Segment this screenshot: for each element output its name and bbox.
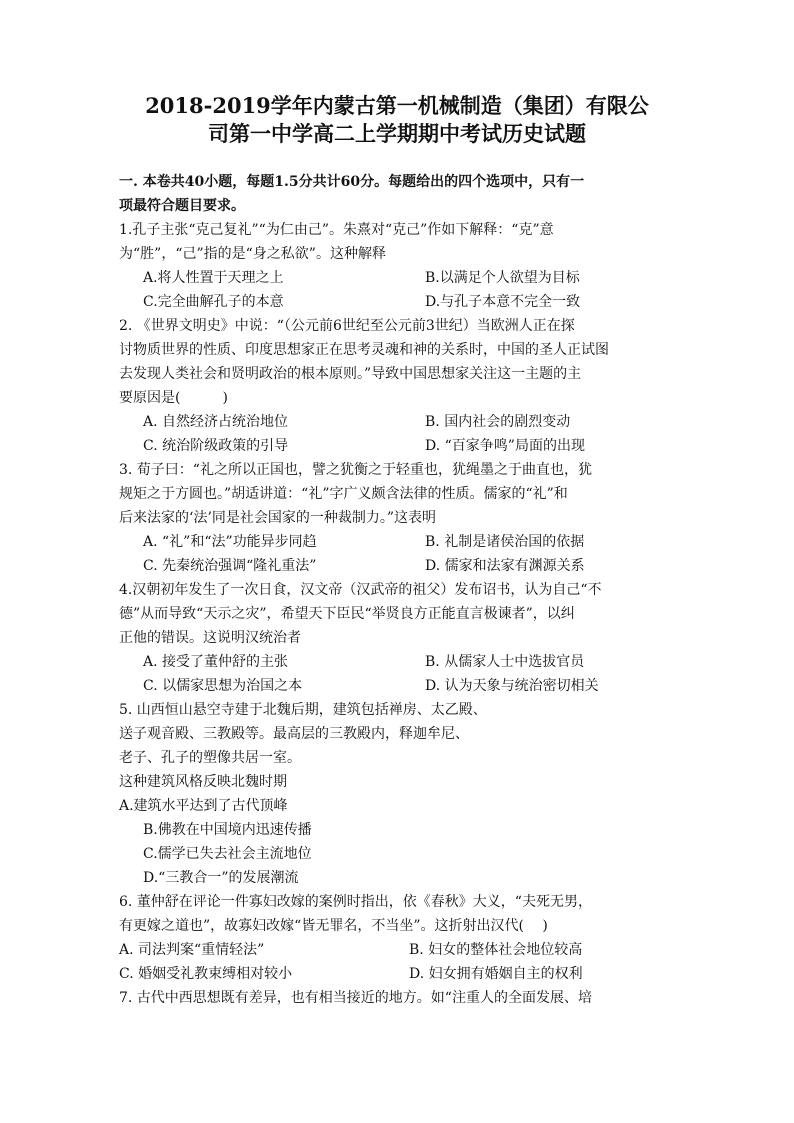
question-5-stem-line: 老子、孔子的塑像共居一室。: [119, 750, 301, 766]
question-3-stem-line: 后来法家的‘法’同是社会国家的一种裁制力。”这表明: [119, 510, 437, 526]
option-a: A.建筑水平达到了古代顶峰: [119, 798, 288, 814]
title-line-2: 司第一中学高二上学期期中考试历史试题: [208, 121, 586, 146]
option-d: D. 妇女拥有婚姻自主的权利: [409, 966, 583, 982]
option-d: D.与孔子本意不完全一致: [425, 294, 581, 310]
option-b: B.佛教在中国境内迅速传播: [143, 822, 312, 838]
question-4-options-row-2: [119, 674, 677, 698]
question-1-stem-line: 为“胜”，“己”指的是“身之私欲”。这种解释: [119, 246, 386, 262]
option-b: B. 妇女的整体社会地位较高: [409, 942, 583, 958]
question-3-options-row-1: [119, 530, 677, 554]
question-4-stem-line: 德”从而导致“天示之灾”，希望天下臣民“举贤良方正能直言极谏者”，以纠: [119, 606, 575, 622]
question-4-options-row-1: [119, 650, 677, 674]
question-2-options-row-2: [119, 434, 677, 458]
question-4-stem-line: 4.汉朝初年发生了一次日食，汉文帝（汉武帝的祖父）发布诏书，认为自己“不: [119, 582, 602, 598]
question-5-stem-line: 送子观音殿、三教殿等。最高层的三教殿内，释迦牟尼、: [119, 726, 469, 742]
question-7-stem-line: 7. 古代中西思想既有差异，也有相当接近的地方。如“注重人的全面发展、培: [119, 990, 592, 1006]
option-c: C. 先秦统治强调“隆礼重法”: [143, 558, 317, 574]
option-a: A.将人性置于天理之上: [143, 270, 284, 286]
question-2: [119, 314, 677, 458]
question-4: [119, 578, 677, 698]
question-2-options-row-1: [119, 410, 677, 434]
option-d: D. 儒家和法家有渊源关系: [425, 558, 585, 574]
option-a: A. “礼”和“法”功能异步同趋: [143, 534, 317, 550]
option-c: C. 婚姻受礼教束缚相对较小: [119, 966, 293, 982]
option-a: A. 接受了董仲舒的主张: [143, 654, 289, 670]
option-b: B.以满足个人欲望为目标: [425, 270, 580, 286]
question-5-stem-line: 5. 山西恒山悬空寺建于北魏后期，建筑包括禅房、太乙殿、: [119, 702, 487, 718]
question-1: [119, 218, 677, 314]
question-6: [119, 890, 677, 986]
question-3-stem-line: 规矩之于方圆也。”胡适讲道：“礼”字广义颇含法律的性质。儒家的“礼”和: [119, 486, 568, 502]
question-1-options-row-2: [119, 290, 677, 314]
question-7: [119, 986, 677, 1010]
option-a: A. 自然经济占统治地位: [143, 414, 289, 430]
option-a: A. 司法判案“重情轻法”: [119, 942, 265, 958]
question-6-stem-line: 有更嫁之道也”，故寡妇改嫁“皆无罪名，不当坐”。这折射出汉代( ): [119, 918, 548, 934]
option-c: C. 以儒家思想为治国之本: [143, 678, 303, 694]
question-2-stem-line: 2. 《世界文明史》中说：“（公元前6世纪至公元前3世纪）当欧洲人正在探: [119, 318, 575, 334]
document-body: [119, 170, 677, 1010]
option-d: D.“三教合一”的发展潮流: [143, 870, 299, 886]
document-title: [100, 92, 694, 148]
question-6-stem-line: 6. 董仲舒在评论一件寡妇改嫁的案例时指出，依《春秋》大义，“夫死无男，: [119, 894, 592, 910]
option-b: B. 国内社会的剧烈变动: [425, 414, 571, 430]
question-1-options-row-1: [119, 266, 677, 290]
question-4-stem-line: 正他的错误。这说明汉统治者: [119, 630, 301, 646]
option-c: C.儒学已失去社会主流地位: [143, 846, 312, 862]
question-6-options-row-1: [119, 938, 677, 962]
title-line-1: 2018-2019学年内蒙古第一机械制造（集团）有限公: [145, 93, 649, 118]
option-b: B. 礼制是诸侯治国的依据: [425, 534, 585, 550]
option-c: C.完全曲解孔子的本意: [143, 294, 284, 310]
question-5-stem-line: 这种建筑风格反映北魏时期: [119, 774, 287, 790]
option-d: D. “百家争鸣”局面的出现: [425, 438, 585, 454]
question-3: [119, 458, 677, 578]
option-d: D. 认为天象与统治密切相关: [425, 678, 599, 694]
question-6-options-row-2: [119, 962, 677, 986]
question-2-stem-line: 要原因是( ): [119, 390, 228, 406]
section-heading-line-1: 一. 本卷共40小题，每题1.5分共计60分。每题给出的四个选项中，只有一: [119, 174, 585, 190]
question-1-stem-line: 1.孔子主张“克己复礼”“为仁由己”。朱熹对“克己”作如下解释：“克”意: [119, 222, 554, 238]
question-2-stem-line: 讨物质世界的性质、印度思想家正在思考灵魂和神的关系时，中国的圣人正试图: [119, 342, 609, 358]
option-b: B. 从儒家人士中选拔官员: [425, 654, 585, 670]
question-3-options-row-2: [119, 554, 677, 578]
question-2-stem-line: 去发现人类社会和贤明政治的根本原则。”导致中国思想家关注这一主题的主: [119, 366, 582, 382]
option-c: C. 统治阶级政策的引导: [143, 438, 289, 454]
question-3-stem-line: 3. 荀子曰：“礼之所以正国也，譬之犹衡之于轻重也，犹绳墨之于曲直也，犹: [119, 462, 592, 478]
section-heading-line-2: 项最符合题目要求。: [119, 198, 245, 214]
question-5: [119, 698, 677, 890]
